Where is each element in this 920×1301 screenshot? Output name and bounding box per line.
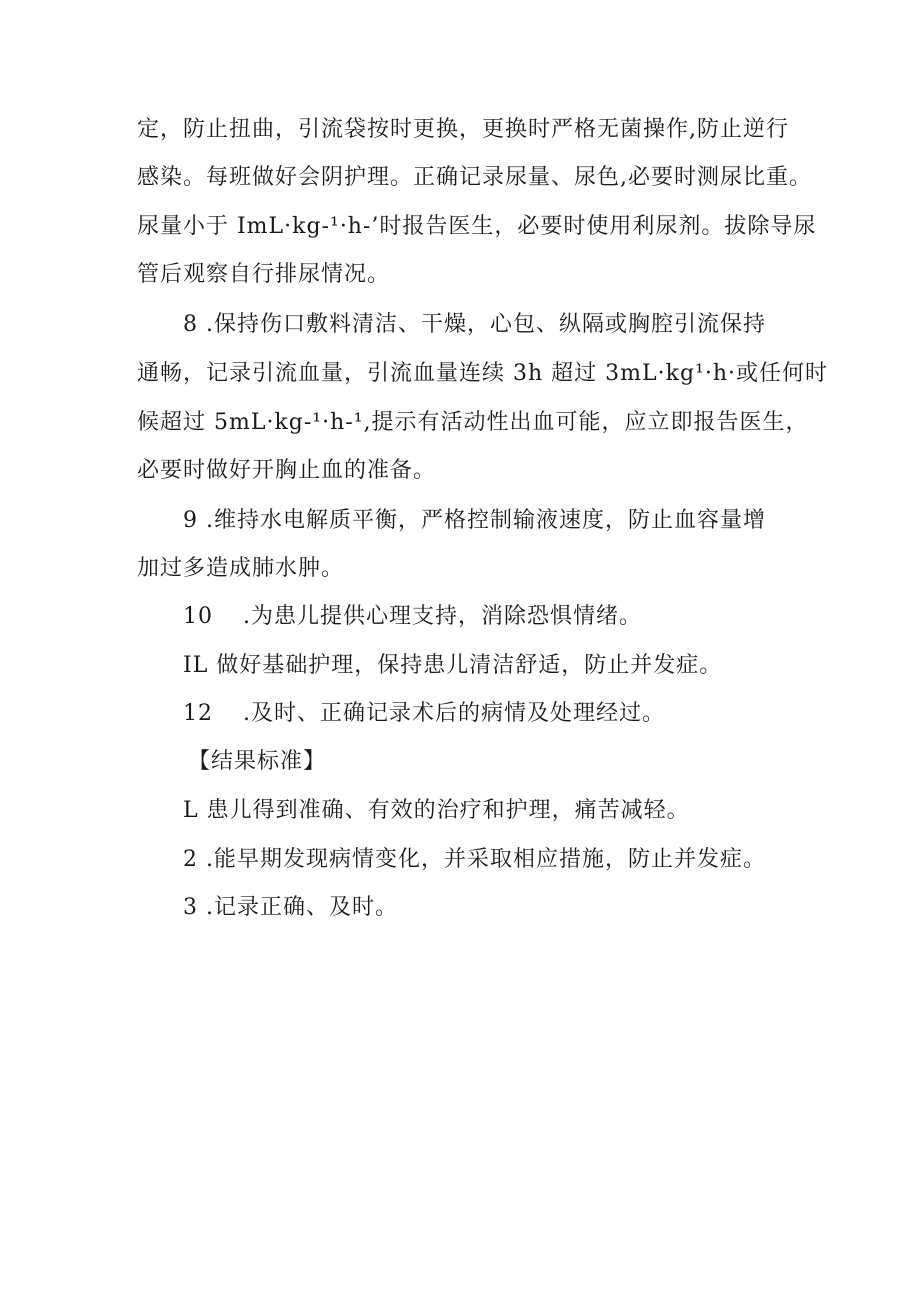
item12 (183, 699, 665, 729)
item8-line-3: 候超过 5mL·kg-¹·h-¹,提示有活动性出血可能，应立即报告医生， (137, 410, 809, 435)
item8-line-1: 8 .保持伤口敷料清洁、干燥，心包、纵隔或胸腔引流保持 (183, 312, 766, 337)
item10-number: 10 (183, 604, 213, 629)
item8-line-4: 必要时做好开胸止血的准备。 (137, 458, 437, 483)
item11: IL 做好基础护理，保持患儿清洁舒适，防止并发症。 (183, 653, 723, 678)
result-item-3: 3 .记录正确、及时。 (183, 895, 398, 920)
para7-line-2: 感染。每班做好会阴护理。正确记录尿量、尿色,必要时测尿比重。 (137, 165, 812, 190)
result-item-1: L 患儿得到准确、有效的治疗和护理，痛苦减轻。 (183, 798, 690, 823)
item12-text: .及时、正确记录术后的病情及处理经过。 (243, 701, 665, 726)
para7-line-4: 管后观察自行排尿情况。 (137, 262, 391, 287)
item10-text: .为患儿提供心理支持，消除恐惧情绪。 (243, 604, 642, 629)
para7-line-1: 定，防止扭曲，引流袋按时更换，更换时严格无菌操作,防止逆行 (137, 117, 789, 142)
result-standard-heading: 【结果标准】 (188, 749, 327, 774)
item10 (183, 602, 642, 632)
item9-line-1: 9 .维持水电解质平衡，严格控制输液速度，防止血容量增 (183, 508, 766, 533)
item9-line-2: 加过多造成肺水肿。 (137, 556, 345, 581)
item12-number: 12 (183, 701, 213, 726)
para7-line-3: 尿量小于 ImL·kg-¹·h-’时报告医生，必要时使用利尿剂。拔除导尿 (137, 214, 817, 239)
result-item-2: 2 .能早期发现病情变化，并采取相应措施，防止并发症。 (183, 847, 766, 872)
item8-line-2: 通畅，记录引流血量，引流血量连续 3h 超过 3mL·kg¹·h·或任何时 (137, 361, 828, 386)
